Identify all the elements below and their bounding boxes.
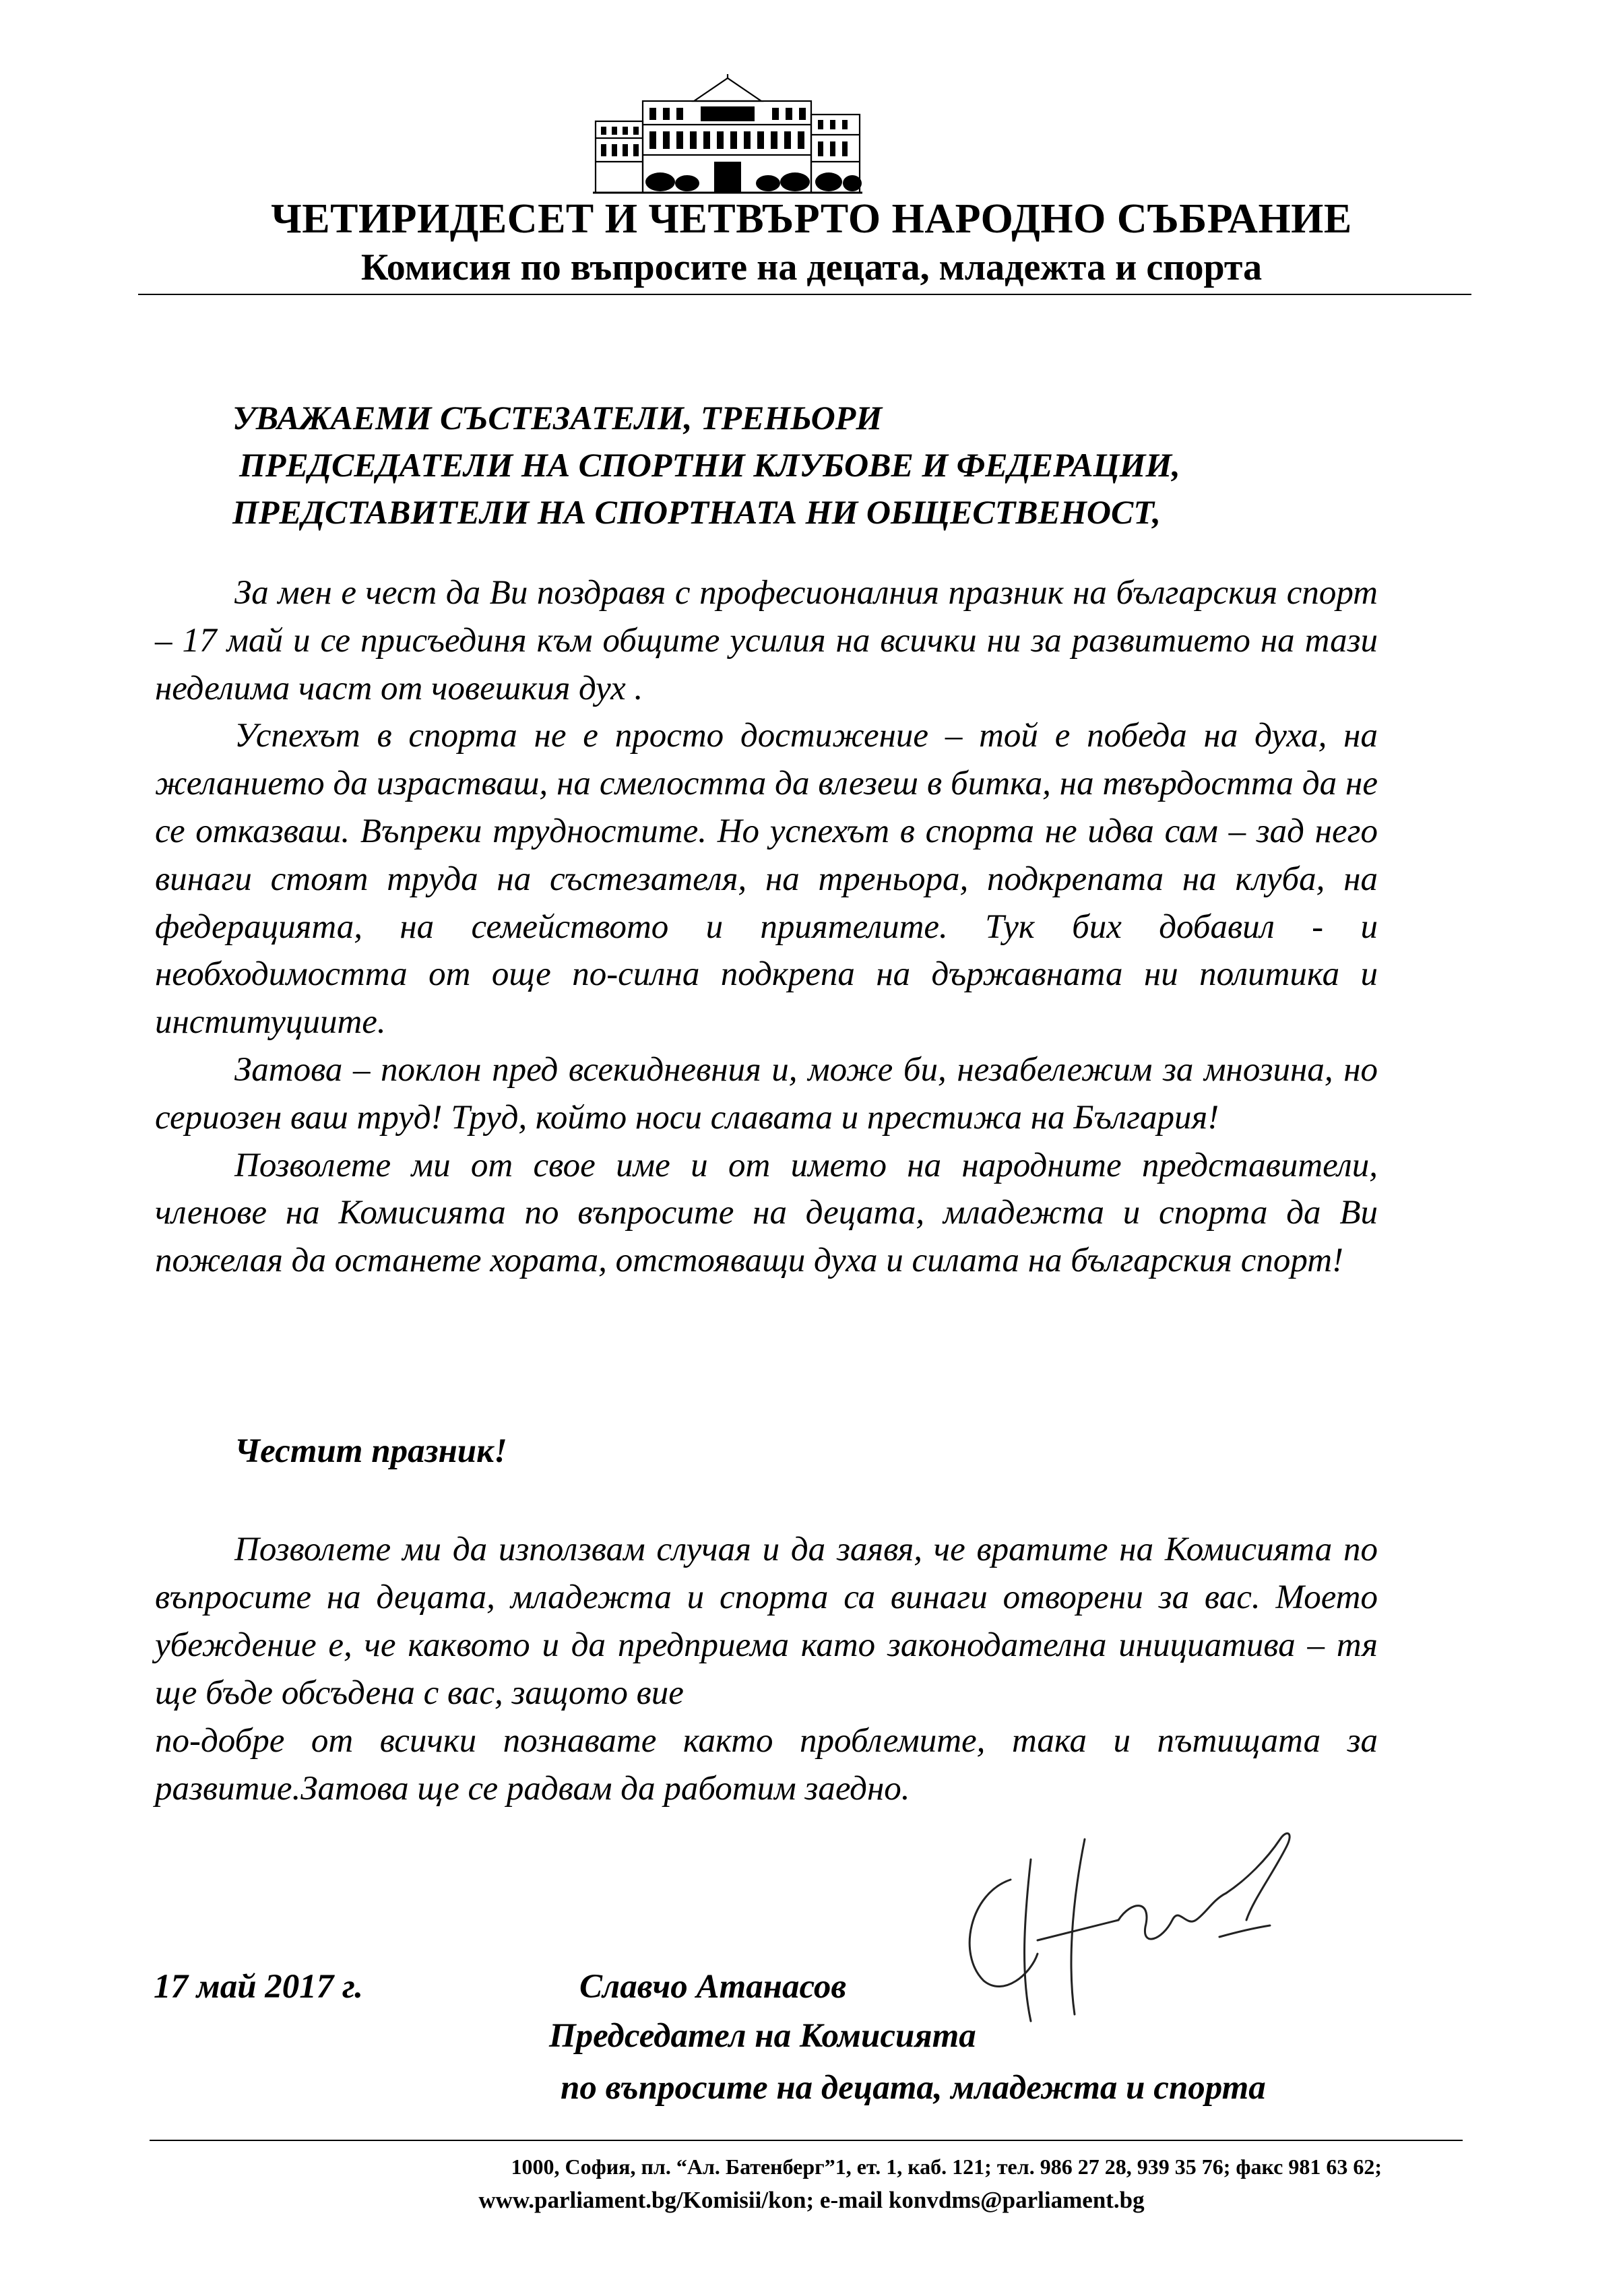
footer-contacts: www.parliament.bg/Komisii/kon; e-mail konvdms@parliament.bg (478, 2187, 1145, 2213)
signatory-name: Славчо Атанасов (579, 1968, 847, 2006)
body-paragraph-continuation: по-добре от всички познавате както проблемите, така и пътищата за развитие.Затова ще се радвам да работим заедно. (155, 1722, 1378, 1808)
page-title: ЧЕТИРИДЕСЕТ И ЧЕТВЪРТО НАРОДНО СЪБРАНИЕ (271, 196, 1352, 242)
body-paragraph: Затова – поклон пред всекидневния и, може би, незабележим за мнозина, но сериозен ваш труд! Труд, който носи славата и престижа на България! (155, 1050, 1378, 1137)
footer-divider (150, 2140, 1463, 2141)
signatory-role: Председател на Комисията (549, 2017, 976, 2055)
footer-address: 1000, София, пл. “Ал. Батенберг”1, ет. 1, каб. 121; тел. 986 27 28, 939 35 76; факс 981 63 62; (511, 2155, 1382, 2179)
body-paragraph: Успехът в спорта не е просто достижение – той е победа на духа, на желанието да израстваш, на смелостта да влезеш в битка, на твърдостта да не се отказваш. Въпреки трудностите. Но успехът в спорта не идва сам – зад него винаги стоят труда на състезателя, на треньора, подкрепата на клуба, на федерацията, на семейството и приятелите. Тук бих добавил - и необходимостта от още по-силна подкрепа на държавната ни политика и институциите. (155, 717, 1378, 1042)
salutation-line: ПРЕДСТАВИТЕЛИ НА СПОРТНАТА НИ ОБЩЕСТВЕНОСТ, (232, 493, 1161, 531)
body-paragraph: Позволете ми да използвам случая и да заявя, че вратите на Комисията по въпросите на децата, младежта и спорта са винаги отворени за вас. Моето убеждение е, че каквото и да предприема като законодателна инициатива – тя ще бъде обсъдена с вас, защото вие (155, 1531, 1378, 1712)
salutation (232, 394, 1513, 536)
signatory-role-continued: по въпросите на децата, младежта и спорта (561, 2069, 1266, 2107)
header-divider (138, 294, 1471, 295)
handwritten-signature (930, 1819, 1334, 2041)
body-paragraph: Позволете ми от свое име и от името на народните представители, членове на Комисията по въпросите на децата, младежта и спорта да Ви пожелая да останете хората, отстояващи духа и силата на българския спорт! (155, 1146, 1378, 1280)
letter-date: 17 май 2017 г. (154, 1968, 363, 2006)
salutation-line: ПРЕДСЕДАТЕЛИ НА СПОРТНИ КЛУБОВЕ И ФЕДЕРАЦИИ, (239, 446, 1180, 484)
committee-name: Комисия по въпросите на децата, младежта и спорта (360, 247, 1263, 288)
body-paragraph: За мен е чест да Ви поздравя с професионалния празник на българския спорт – 17 май и се присъединя към общите усилия на всички ни за развитието на тази неделима част от човешкия дух . (155, 574, 1378, 707)
greeting-closing: Честит празник! (234, 1432, 507, 1470)
parliament-building-icon (593, 74, 862, 195)
letter-body (155, 569, 1378, 1285)
salutation-line: УВАЖАЕМИ СЪСТЕЗАТЕЛИ, ТРЕНЬОРИ (232, 399, 883, 437)
letter-body-2 (155, 1526, 1378, 1813)
